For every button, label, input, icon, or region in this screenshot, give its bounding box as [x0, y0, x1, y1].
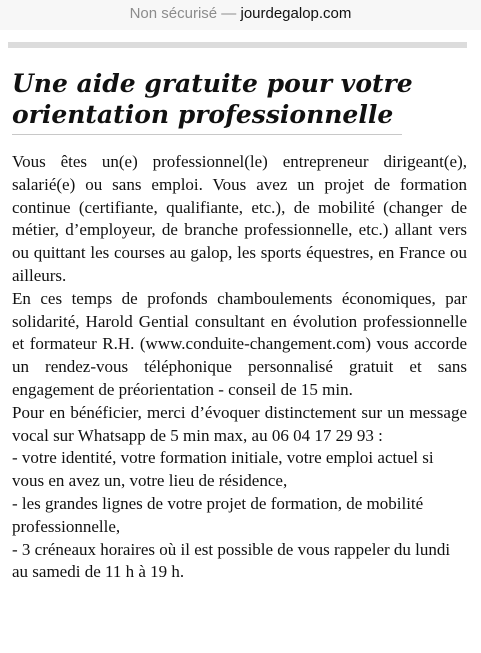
list-item-timeslots: - 3 créneaux horaires où il est possible de vous rappeler du lundi au samedi de 11 h à 19 h. — [12, 539, 451, 582]
article-title: Une aide gratuite pour votre orientation professionnelle — [12, 69, 413, 129]
address-bar[interactable] — [0, 0, 481, 30]
list-item-project: - les grandes lignes de votre projet de formation, de mobilité professionnelle, — [12, 493, 424, 536]
paragraph-instructions: Pour en bénéficier, merci d’évoquer distinctement sur un message vocal sur Whatsapp de 5 min max, au 06 04 17 29 93 : — [12, 402, 467, 445]
title-divider — [12, 134, 402, 135]
article-body — [12, 151, 467, 584]
paragraph-intro: Vous êtes un(e) professionnel(le) entrepreneur dirigeant(e), salarié(e) ou sans emploi. Vous avez un projet de formation continue (certifiante, qualifiante, etc.), de mobilité (changer de métier, d’employeur, de branche professionnelle, etc.) allant vers ou quittant les courses au galop, les sports équestres, en France ou ailleurs. — [12, 152, 467, 285]
domain-label[interactable]: jourdegalop.com — [240, 5, 352, 22]
paragraph-offer: En ces temps de profonds chamboulements économiques, par solidarité, Harold Gential consultant en évolution professionnelle et formateur R.H. (www.conduite-changement.com) vous accorde un rendez-vous téléphonique personnalisé gratuit et sans engagement de préorientation - conseil de 15 min. — [12, 288, 467, 399]
list-item-identity: - votre identité, votre formation initiale, votre emploi actuel si vous en avez un, votre lieu de résidence, — [12, 448, 434, 491]
address-separator: — — [217, 5, 241, 22]
article — [0, 48, 481, 653]
tab-strip — [0, 30, 481, 48]
security-status-label[interactable]: Non sécurisé — [129, 5, 218, 22]
